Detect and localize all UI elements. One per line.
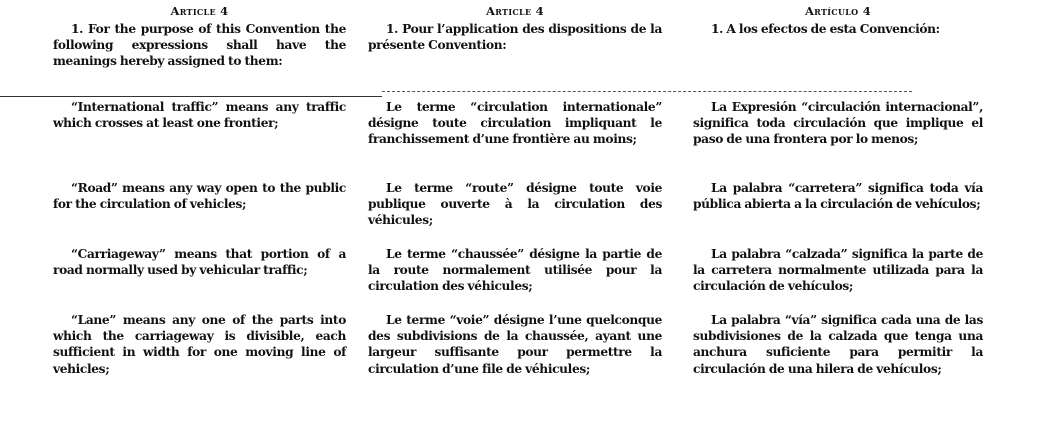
definition-voie: Le terme “voie” désigne l’une quelconque des subdivisions de la chaussée, ayant une largeur suffisante pour permettre la circulation d’une file de véhicules; bbox=[368, 313, 662, 376]
article-heading: Article 4 bbox=[170, 4, 229, 18]
article-intro: 1. A los efectos de esta Convención: bbox=[711, 22, 940, 36]
article-heading: Artículo 4 bbox=[804, 4, 872, 18]
definition-international-traffic: “International traffic” means any traffic which crosses at least one frontier; bbox=[53, 100, 346, 131]
definition-circulation-internationale: Le terme “circulation internationale” désigne toute circulation impliquant le franchissement d’une frontière au moins; bbox=[368, 100, 662, 147]
definition-route: Le terme “route” désigne toute voie publique ouverte à la circulation des véhicules; bbox=[368, 181, 662, 228]
definition-circulacion-internacional: La Expresión “circulación internacional”, significa toda circulación que implique el paso de una frontera por lo menos; bbox=[693, 100, 983, 147]
definition-carriageway: “Carriageway” means that portion of a road normally used by vehicular traffic; bbox=[53, 247, 346, 278]
article-heading: Article 4 bbox=[486, 4, 544, 18]
definition-chaussee: Le terme “chaussée” désigne la partie de la route normalement utilisée pour la circulation des véhicules; bbox=[368, 247, 662, 294]
definition-road: “Road” means any way open to the public for the circulation of vehicles; bbox=[53, 181, 346, 212]
article-intro: 1. For the purpose of this Convention the following expressions shall have the meanings hereby assigned to them: bbox=[53, 22, 346, 69]
section-divider-rule-faint bbox=[382, 91, 912, 92]
section-divider-rule bbox=[0, 96, 382, 97]
definition-via: La palabra “vía” significa cada una de las subdivisiones de la calzada que tenga una anchura suficiente para permitir la circulación de una hilera de vehículos; bbox=[693, 313, 983, 376]
definition-calzada: La palabra “calzada” significa la parte de la carretera normalmente utilizada para la circulación de vehículos; bbox=[693, 247, 983, 294]
definition-lane: “Lane” means any one of the parts into which the carriageway is divisible, each sufficient in width for one moving line of vehicles; bbox=[53, 313, 346, 376]
article-intro: 1. Pour l’application des dispositions de la présente Convention: bbox=[368, 22, 662, 53]
definition-carretera: La palabra “carretera” significa toda vía pública abierta a la circulación de vehículos; bbox=[693, 181, 983, 212]
